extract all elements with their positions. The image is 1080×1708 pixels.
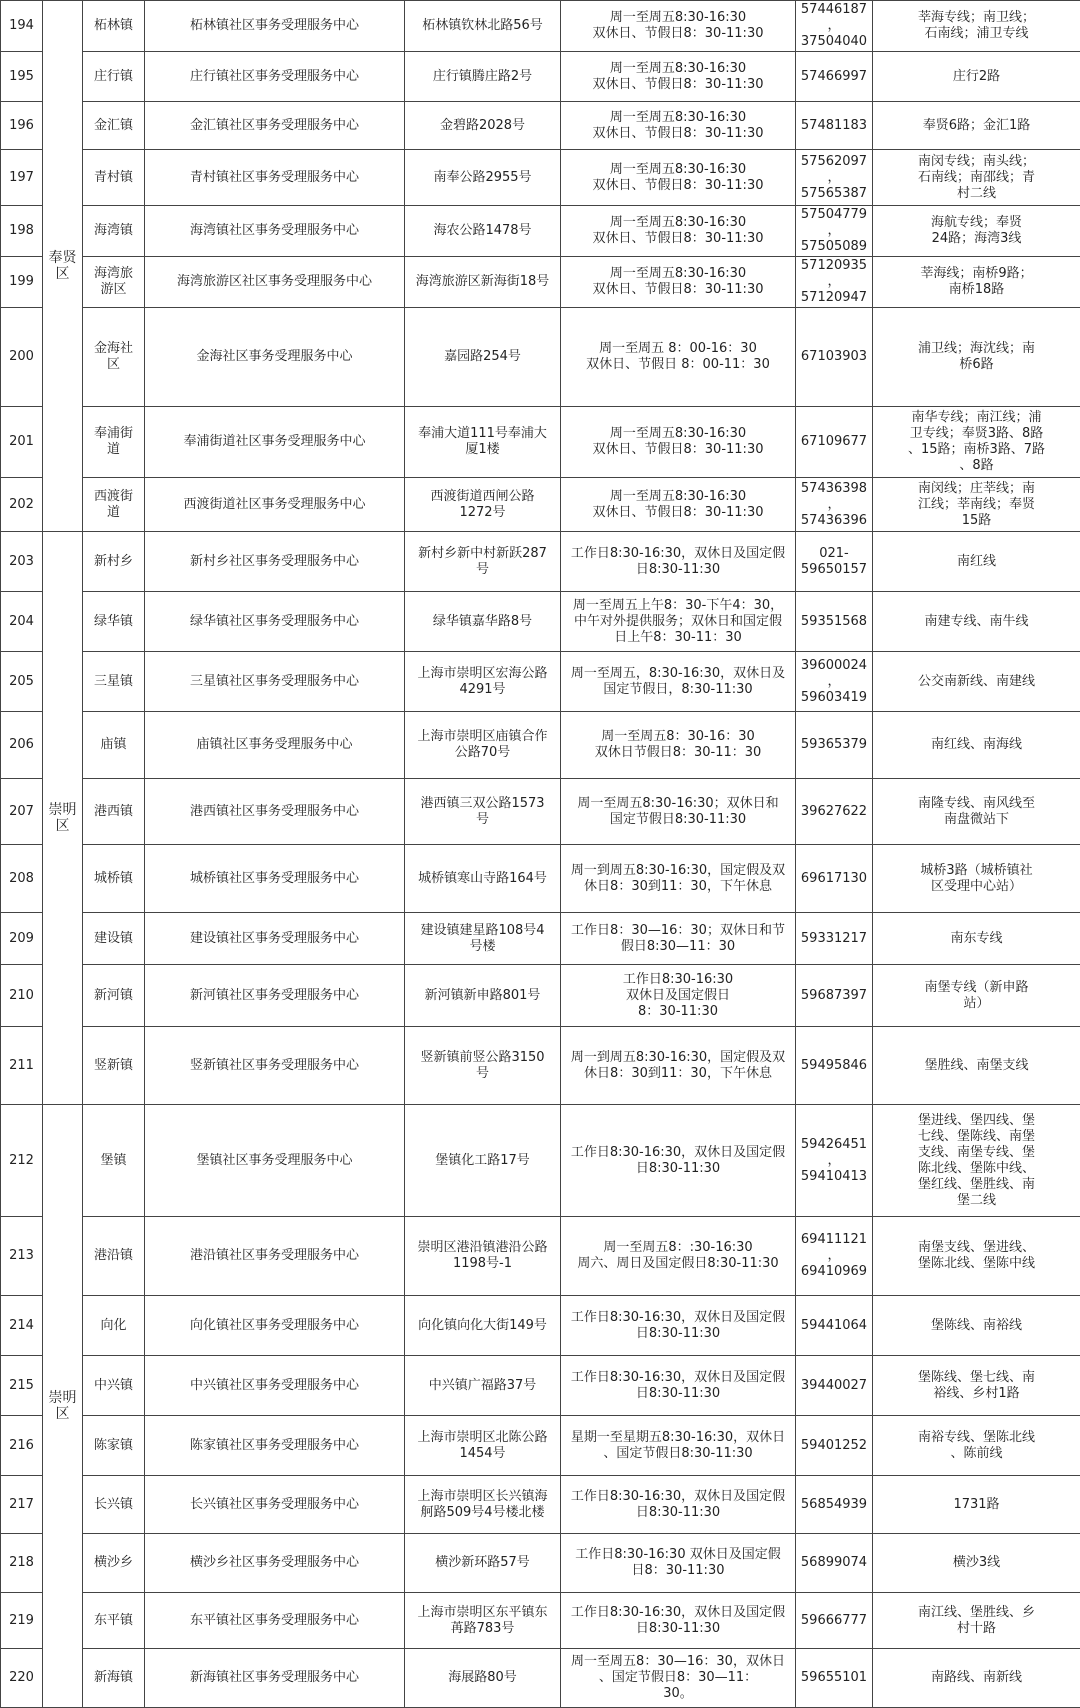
table-row: [1, 150, 1080, 206]
table-row: [1, 478, 1080, 532]
center-name: 金海社区事务受理服务中心: [145, 308, 405, 407]
office-hours: 工作日8:30-16:30，双休日及国定假 日8:30-11:30: [561, 1105, 796, 1217]
bus-lines: 堡胜线、南堡支线: [873, 1027, 1080, 1105]
town-name: 庙镇: [83, 712, 145, 779]
center-name: 长兴镇社区事务受理服务中心: [145, 1476, 405, 1534]
address: 海湾旅游区新海街18号: [405, 257, 561, 308]
address: 崇明区港沿镇港沿公路 1198号-1: [405, 1217, 561, 1296]
address: 城桥镇寒山寺路164号: [405, 845, 561, 913]
address: 新村乡新中村新跃287 号: [405, 532, 561, 592]
row-number: 217: [1, 1476, 43, 1534]
bus-lines: 公交南新线、南建线: [873, 652, 1080, 712]
town-name: 三星镇: [83, 652, 145, 712]
office-hours: 周一至周五8：30-16：30 双休日节假日8：30-11：30: [561, 712, 796, 779]
bus-lines: 南华专线；南江线；浦 卫专线；奉贤3路、8路 、15路；南桥3路、7路 、8路: [873, 407, 1080, 478]
table-row: [1, 592, 1080, 652]
town-name: 青村镇: [83, 150, 145, 206]
office-hours: 周一至周五8：30—16：30，双休日 、国定节假日8：30—11： 30。: [561, 1649, 796, 1708]
address: 柘林镇钦林北路56号: [405, 1, 561, 52]
center-name: 横沙乡社区事务受理服务中心: [145, 1534, 405, 1593]
town-name: 港西镇: [83, 779, 145, 845]
office-hours: 工作日8:30-16:30 双休日及国定假 日8：30-11:30: [561, 1534, 796, 1593]
office-hours: 工作日8：30—16：30；双休日和节 假日8:30—11：30: [561, 913, 796, 965]
center-name: 庄行镇社区事务受理服务中心: [145, 52, 405, 102]
center-name: 建设镇社区事务受理服务中心: [145, 913, 405, 965]
bus-lines: 南建专线、南牛线: [873, 592, 1080, 652]
center-name: 陈家镇社区事务受理服务中心: [145, 1416, 405, 1476]
center-name: 竖新镇社区事务受理服务中心: [145, 1027, 405, 1105]
table-row: [1, 1217, 1080, 1296]
table-row: [1, 1593, 1080, 1649]
address: 堡镇化工路17号: [405, 1105, 561, 1217]
address: 竖新镇前竖公路3150 号: [405, 1027, 561, 1105]
table-row: [1, 1416, 1080, 1476]
bus-lines: 海航专线；奉贤 24路；海湾3线: [873, 206, 1080, 257]
office-hours: 周一到周五8:30-16:30，国定假及双 休日8：30到11：30，下午休息: [561, 845, 796, 913]
district-cell: 崇明 区: [43, 1105, 83, 1708]
office-hours: 周一至周五8：:30-16:30 周六、周日及国定假日8:30-11:30: [561, 1217, 796, 1296]
address: 南奉公路2955号: [405, 150, 561, 206]
address: 海展路80号: [405, 1649, 561, 1708]
address: 庄行镇腾庄路2号: [405, 52, 561, 102]
center-name: 海湾旅游区社区事务受理服务中心: [145, 257, 405, 308]
office-hours: 周一至周五，8:30-16:30，双休日及 国定节假日，8:30-11:30: [561, 652, 796, 712]
phone-number: 57120935 ， 57120947: [796, 257, 873, 308]
phone-number: 67103903: [796, 308, 873, 407]
center-name: 东平镇社区事务受理服务中心: [145, 1593, 405, 1649]
row-number: 215: [1, 1356, 43, 1416]
table-row: [1, 1476, 1080, 1534]
table-row: [1, 1356, 1080, 1416]
row-number: 216: [1, 1416, 43, 1476]
row-number: 212: [1, 1105, 43, 1217]
town-name: 柘林镇: [83, 1, 145, 52]
row-number: 202: [1, 478, 43, 532]
bus-lines: 莘海专线；南卫线； 石南线；浦卫专线: [873, 1, 1080, 52]
phone-number: 59331217: [796, 913, 873, 965]
bus-lines: 南堡专线（新申路 站）: [873, 965, 1080, 1027]
phone-number: 59426451 ， 59410413: [796, 1105, 873, 1217]
row-number: 214: [1, 1296, 43, 1356]
district-cell: 奉贤 区: [43, 1, 83, 532]
table-row: [1, 257, 1080, 308]
bus-lines: 南江线、堡胜线、乡 村十路: [873, 1593, 1080, 1649]
town-name: 新村乡: [83, 532, 145, 592]
town-name: 竖新镇: [83, 1027, 145, 1105]
center-name: 西渡街道社区事务受理服务中心: [145, 478, 405, 532]
bus-lines: 横沙3线: [873, 1534, 1080, 1593]
phone-number: 57481183: [796, 102, 873, 150]
row-number: 201: [1, 407, 43, 478]
row-number: 210: [1, 965, 43, 1027]
phone-number: 59441064: [796, 1296, 873, 1356]
center-name: 新河镇社区事务受理服务中心: [145, 965, 405, 1027]
phone-number: 39600024 ， 59603419: [796, 652, 873, 712]
row-number: 198: [1, 206, 43, 257]
town-name: 长兴镇: [83, 1476, 145, 1534]
town-name: 新河镇: [83, 965, 145, 1027]
phone-number: 67109677: [796, 407, 873, 478]
town-name: 海湾旅 游区: [83, 257, 145, 308]
town-name: 中兴镇: [83, 1356, 145, 1416]
office-hours: 周一至周五8:30-16:30 双休日、节假日8：30-11:30: [561, 102, 796, 150]
town-name: 西渡街 道: [83, 478, 145, 532]
center-name: 庙镇社区事务受理服务中心: [145, 712, 405, 779]
town-name: 新海镇: [83, 1649, 145, 1708]
center-name: 港西镇社区事务受理服务中心: [145, 779, 405, 845]
bus-lines: 城桥3路（城桥镇社 区受理中心站）: [873, 845, 1080, 913]
phone-number: 69617130: [796, 845, 873, 913]
office-hours: 周一至周五上午8：30-下午4：30， 中午对外提供服务；双休日和国定假 日上午8：30-11：30: [561, 592, 796, 652]
bus-lines: 南隆专线、南风线至 南盘微站下: [873, 779, 1080, 845]
center-name: 海湾镇社区事务受理服务中心: [145, 206, 405, 257]
table-row: [1, 913, 1080, 965]
address: 上海市崇明区庙镇合作 公路70号: [405, 712, 561, 779]
table-row: [1, 206, 1080, 257]
office-hours: 星期一至星期五8:30-16:30，双休日 、国定节假日8:30-11:30: [561, 1416, 796, 1476]
address: 上海市崇明区东平镇东 苒路783号: [405, 1593, 561, 1649]
office-hours: 周一至周五8:30-16:30 双休日、节假日8：30-11:30: [561, 257, 796, 308]
office-hours: 周一至周五8:30-16:30 双休日、节假日8：30-11:30: [561, 1, 796, 52]
table-row: [1, 779, 1080, 845]
table-row: [1, 102, 1080, 150]
town-name: 东平镇: [83, 1593, 145, 1649]
bus-lines: 南路线、南新线: [873, 1649, 1080, 1708]
address: 西渡街道西闸公路 1272号: [405, 478, 561, 532]
address: 绿华镇嘉华路8号: [405, 592, 561, 652]
row-number: 207: [1, 779, 43, 845]
address: 上海市崇明区长兴镇海 舸路509号4号楼北楼: [405, 1476, 561, 1534]
bus-lines: 南裕专线、堡陈北线 、陈前线: [873, 1416, 1080, 1476]
center-name: 青村镇社区事务受理服务中心: [145, 150, 405, 206]
phone-number: 57466997: [796, 52, 873, 102]
table-row: [1, 845, 1080, 913]
address: 新河镇新申路801号: [405, 965, 561, 1027]
phone-number: 021- 59650157: [796, 532, 873, 592]
office-hours: 工作日8:30-16:30 双休日及国定假日 8：30-11:30: [561, 965, 796, 1027]
row-number: 196: [1, 102, 43, 150]
address: 港西镇三双公路1573 号: [405, 779, 561, 845]
center-name: 柘林镇社区事务受理服务中心: [145, 1, 405, 52]
phone-number: 56854939: [796, 1476, 873, 1534]
office-hours: 周一到周五8:30-16:30，国定假及双 休日8：30到11：30，下午休息: [561, 1027, 796, 1105]
row-number: 209: [1, 913, 43, 965]
office-hours: 工作日8:30-16:30，双休日及国定假 日8:30-11:30: [561, 1476, 796, 1534]
table-row: [1, 1649, 1080, 1708]
row-number: 208: [1, 845, 43, 913]
bus-lines: 南堡支线、堡进线、 堡陈北线、堡陈中线: [873, 1217, 1080, 1296]
phone-number: 59351568: [796, 592, 873, 652]
address: 奉浦大道111号奉浦大 厦1楼: [405, 407, 561, 478]
bus-lines: 南红线、南海线: [873, 712, 1080, 779]
row-number: 206: [1, 712, 43, 779]
phone-number: 39627622: [796, 779, 873, 845]
phone-number: 59666777: [796, 1593, 873, 1649]
row-number: 205: [1, 652, 43, 712]
table-row: [1, 1534, 1080, 1593]
center-name: 奉浦街道社区事务受理服务中心: [145, 407, 405, 478]
address: 上海市崇明区北陈公路 1454号: [405, 1416, 561, 1476]
office-hours: 周一至周五8:30-16:30；双休日和 国定节假日8:30-11:30: [561, 779, 796, 845]
bus-lines: 南闵线；庄莘线；南 江线；莘南线；奉贤 15路: [873, 478, 1080, 532]
table-row: [1, 532, 1080, 592]
center-name: 金汇镇社区事务受理服务中心: [145, 102, 405, 150]
table-row: [1, 407, 1080, 478]
table-row: [1, 1296, 1080, 1356]
phone-number: 56899074: [796, 1534, 873, 1593]
table-row: [1, 1027, 1080, 1105]
bus-lines: 堡陈线、南裕线: [873, 1296, 1080, 1356]
town-name: 庄行镇: [83, 52, 145, 102]
phone-number: 57504779 ， 57505089: [796, 206, 873, 257]
row-number: 204: [1, 592, 43, 652]
office-hours: 周一至周五8:30-16:30 双休日、节假日8：30-11:30: [561, 407, 796, 478]
phone-number: 59365379: [796, 712, 873, 779]
office-hours: 周一至周五8:30-16:30 双休日、节假日8：30-11:30: [561, 150, 796, 206]
table-body: [1, 1, 1080, 1708]
phone-number: 39440027: [796, 1356, 873, 1416]
address: 金碧路2028号: [405, 102, 561, 150]
phone-number: 59495846: [796, 1027, 873, 1105]
office-hours: 工作日8:30-16:30，双休日及国定假 日8:30-11:30: [561, 1593, 796, 1649]
center-name: 向化镇社区事务受理服务中心: [145, 1296, 405, 1356]
town-name: 向化: [83, 1296, 145, 1356]
phone-number: 59655101: [796, 1649, 873, 1708]
town-name: 金汇镇: [83, 102, 145, 150]
center-name: 中兴镇社区事务受理服务中心: [145, 1356, 405, 1416]
town-name: 城桥镇: [83, 845, 145, 913]
phone-number: 57446187 ， 37504040: [796, 1, 873, 52]
row-number: 218: [1, 1534, 43, 1593]
address: 海农公路1478号: [405, 206, 561, 257]
row-number: 219: [1, 1593, 43, 1649]
office-hours: 周一至周五8:30-16:30 双休日、节假日8：30-11:30: [561, 206, 796, 257]
row-number: 197: [1, 150, 43, 206]
table-row: [1, 52, 1080, 102]
town-name: 海湾镇: [83, 206, 145, 257]
center-name: 绿华镇社区事务受理服务中心: [145, 592, 405, 652]
table-row: [1, 1, 1080, 52]
bus-lines: 南红线: [873, 532, 1080, 592]
row-number: 194: [1, 1, 43, 52]
phone-number: 57562097 ， 57565387: [796, 150, 873, 206]
bus-lines: 莘海线；南桥9路； 南桥18路: [873, 257, 1080, 308]
town-name: 绿华镇: [83, 592, 145, 652]
table-row: [1, 712, 1080, 779]
phone-number: 57436398 ， 57436396: [796, 478, 873, 532]
bus-lines: 浦卫线；海沈线；南 桥6路: [873, 308, 1080, 407]
bus-lines: 南东专线: [873, 913, 1080, 965]
center-name: 港沿镇社区事务受理服务中心: [145, 1217, 405, 1296]
row-number: 211: [1, 1027, 43, 1105]
center-name: 新海镇社区事务受理服务中心: [145, 1649, 405, 1708]
bus-lines: 堡进线、堡四线、堡 七线、堡陈线、南堡 支线、南堡专线、堡 陈北线、堡陈中线、 堡红线、堡胜线、南 堡二线: [873, 1105, 1080, 1217]
row-number: 195: [1, 52, 43, 102]
row-number: 200: [1, 308, 43, 407]
phone-number: 59401252: [796, 1416, 873, 1476]
table-row: [1, 308, 1080, 407]
table-row: [1, 1105, 1080, 1217]
center-name: 三星镇社区事务受理服务中心: [145, 652, 405, 712]
address: 向化镇向化大街149号: [405, 1296, 561, 1356]
row-number: 199: [1, 257, 43, 308]
office-hours: 周一至周五8:30-16:30 双休日、节假日8：30-11:30: [561, 478, 796, 532]
table-row: [1, 965, 1080, 1027]
office-hours: 工作日8:30-16:30，双休日及国定假 日8:30-11:30: [561, 1296, 796, 1356]
bus-lines: 堡陈线、堡七线、南 裕线、乡村1路: [873, 1356, 1080, 1416]
address: 嘉园路254号: [405, 308, 561, 407]
address: 横沙新环路57号: [405, 1534, 561, 1593]
office-hours: 周一至周五8:30-16:30 双休日、节假日8：30-11:30: [561, 52, 796, 102]
town-name: 建设镇: [83, 913, 145, 965]
phone-number: 59687397: [796, 965, 873, 1027]
town-name: 陈家镇: [83, 1416, 145, 1476]
center-name: 堡镇社区事务受理服务中心: [145, 1105, 405, 1217]
office-hours: 工作日8:30-16:30，双休日及国定假 日8:30-11:30: [561, 1356, 796, 1416]
town-name: 金海社 区: [83, 308, 145, 407]
bus-lines: 庄行2路: [873, 52, 1080, 102]
address: 上海市崇明区宏海公路 4291号: [405, 652, 561, 712]
town-name: 横沙乡: [83, 1534, 145, 1593]
district-cell: 崇明 区: [43, 532, 83, 1105]
center-name: 城桥镇社区事务受理服务中心: [145, 845, 405, 913]
town-name: 堡镇: [83, 1105, 145, 1217]
address: 建设镇建星路108号4 号楼: [405, 913, 561, 965]
bus-lines: 1731路: [873, 1476, 1080, 1534]
town-name: 奉浦街 道: [83, 407, 145, 478]
address: 中兴镇广福路37号: [405, 1356, 561, 1416]
office-hours: 工作日8:30-16:30，双休日及国定假 日8:30-11:30: [561, 532, 796, 592]
center-name: 新村乡社区事务受理服务中心: [145, 532, 405, 592]
office-hours: 周一至周五 8：00-16：30 双休日、节假日 8：00-11：30: [561, 308, 796, 407]
phone-number: 69411121 ， 69410969: [796, 1217, 873, 1296]
bus-lines: 南闵专线；南头线； 石南线；南邵线；青 村二线: [873, 150, 1080, 206]
table-row: [1, 652, 1080, 712]
row-number: 213: [1, 1217, 43, 1296]
row-number: 203: [1, 532, 43, 592]
town-name: 港沿镇: [83, 1217, 145, 1296]
row-number: 220: [1, 1649, 43, 1708]
bus-lines: 奉贤6路；金汇1路: [873, 102, 1080, 150]
